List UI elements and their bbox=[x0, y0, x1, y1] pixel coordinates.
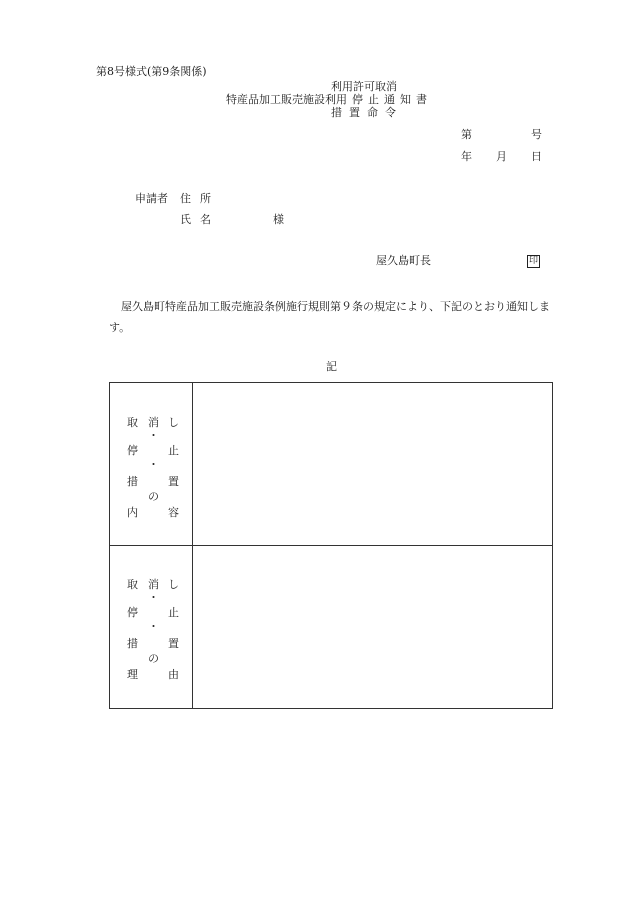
notice-table bbox=[109, 382, 553, 709]
applicant-label: 申請者 bbox=[135, 192, 168, 205]
label-char: 由 bbox=[168, 668, 179, 681]
honorific: 様 bbox=[273, 213, 284, 226]
label-dot: ・ bbox=[148, 458, 159, 471]
date-month: 月 bbox=[496, 150, 507, 163]
label-char: 止 bbox=[168, 606, 179, 619]
label-char: 置 bbox=[168, 475, 179, 488]
label-cell-content bbox=[110, 383, 193, 546]
label-char: 止 bbox=[168, 444, 179, 457]
address-label: 住所 bbox=[180, 192, 220, 205]
label-char: 理 bbox=[127, 668, 138, 681]
table-row bbox=[110, 546, 553, 709]
date-year: 年 bbox=[461, 150, 472, 163]
label-char: 置 bbox=[168, 637, 179, 650]
label-cell-reason bbox=[110, 546, 193, 709]
reason-cell[interactable] bbox=[193, 546, 553, 709]
label-char: 停 bbox=[127, 444, 138, 457]
label-dot: ・ bbox=[148, 620, 159, 633]
label-no: の bbox=[148, 652, 159, 665]
label-char: 措 bbox=[127, 637, 138, 650]
title-middle: 用停止通知書 bbox=[336, 93, 432, 106]
title-top: 利用許可取消 bbox=[331, 80, 397, 93]
name-label: 氏名 bbox=[180, 213, 220, 226]
title-bottom: 措置命令 bbox=[331, 106, 403, 119]
label-no: の bbox=[148, 490, 159, 503]
label-char: し bbox=[168, 416, 179, 429]
ki-heading: 記 bbox=[326, 360, 337, 373]
content-cell[interactable] bbox=[193, 383, 553, 546]
table-row bbox=[110, 383, 553, 546]
label-char: 取 bbox=[127, 578, 138, 591]
title-left: 特産品加工販売施設利 bbox=[226, 93, 336, 106]
label-dot: ・ bbox=[148, 429, 159, 442]
label-char: 消 bbox=[148, 578, 159, 591]
label-char: 内 bbox=[127, 506, 138, 519]
date-day: 日 bbox=[531, 150, 542, 163]
label-char: し bbox=[168, 578, 179, 591]
seal-mark: 印 bbox=[528, 256, 538, 266]
issuer-name: 屋久島町長 bbox=[376, 254, 431, 267]
form-number: 第8号様式(第9条関係) bbox=[96, 65, 207, 78]
body-text: 屋久島町特産品加工販売施設条例施行規則第９条の規定により、下記のとおり通知します。 bbox=[109, 300, 550, 334]
label-char: 消 bbox=[148, 416, 159, 429]
label-char: 停 bbox=[127, 606, 138, 619]
number-go: 号 bbox=[531, 128, 542, 141]
label-char: 取 bbox=[127, 416, 138, 429]
label-char: 措 bbox=[127, 475, 138, 488]
number-dai: 第 bbox=[461, 128, 472, 141]
label-dot: ・ bbox=[148, 591, 159, 604]
label-char: 容 bbox=[168, 506, 179, 519]
